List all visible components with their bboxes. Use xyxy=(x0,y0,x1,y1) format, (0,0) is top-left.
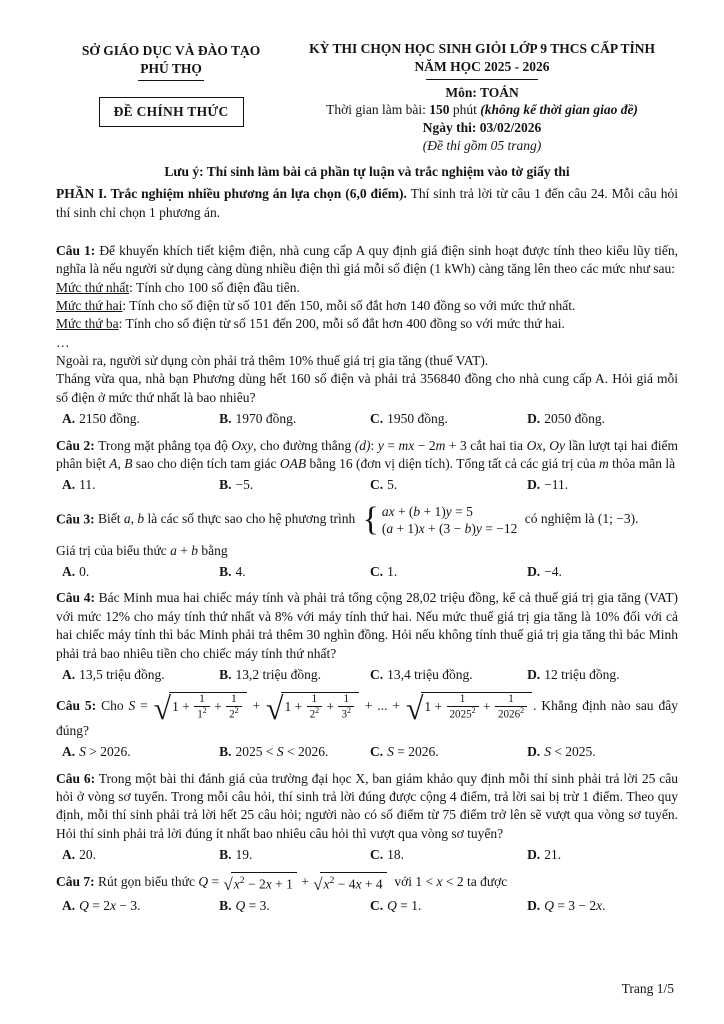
option-label: D. xyxy=(527,744,541,760)
question-4-option-b xyxy=(219,666,370,684)
option-label: C. xyxy=(369,477,384,493)
question-2-text: Trong mặt phẳng tọa độ Oxy, cho đường thẳng (d): y = mx − 2m + 3 cắt hai tia Ox, Oy lần lượt tại hai điểm phân biệt A, B sao cho diện tích tam giác OAB bằng 16 (đơn vị diện tích). Tổng tất cả các giá trị của m thỏa mãn là xyxy=(56,437,679,471)
question-1-text: Để khuyến khích tiết kiệm điện, nhà cung cấp A quy định giá điện sinh hoạt được tính theo kiểu lũy tiến, nghĩa là nếu người sử dụng càng dùng nhiều điện thì giá mỗi số điện (1 kWh) càng tăng lên theo các mức như sau: Mức thứ nhất: Tính cho 100 số điện đầu tiên. Mức thứ hai: Tính cho số điện từ số 101 đến 150, mỗi số đắt hơn 140 đồng so với mức thứ nhất. Mức thứ ba: Tính cho số điện từ số 151 đến 200, mỗi số đắt hơn 400 đồng so với mức thứ hai. … Ngoài ra, người sử dụng còn phải trả thêm 10% thuế giá trị gia tăng (thuế VAT). Tháng vừa qua, nhà bạn Phương dùng hết 160 số điện và phải trả 356840 đồng cho nhà cung cấp A. Hỏi giá mỗi số điện ở mức thứ nhất là bao nhiêu? xyxy=(56,242,679,405)
option-text: −4. xyxy=(544,564,562,580)
option-label: C. xyxy=(369,411,384,427)
question-6-option-a xyxy=(62,846,219,864)
option-label: D. xyxy=(527,477,541,493)
question-7-option-c xyxy=(370,897,527,915)
option-text: 5. xyxy=(387,477,398,493)
question-4-options xyxy=(62,666,678,684)
option-text: 21. xyxy=(544,846,562,862)
question-1-options xyxy=(62,410,678,428)
question-4-option-a xyxy=(62,666,219,684)
date-line: Ngày thi: 03/02/2026 xyxy=(422,120,542,136)
question-7-label: Câu 7: xyxy=(56,874,95,890)
question-6 xyxy=(56,770,678,865)
option-label: D. xyxy=(527,564,541,580)
time-line: Thời gian làm bài: 150 phút (không kể thời gian giao đề) xyxy=(326,102,638,118)
question-5-option-d xyxy=(527,743,678,761)
question-4-text: Bác Minh mua hai chiếc máy tính và phải trả tổng cộng 28,02 triệu đồng, kể cả thuế giá trị gia tăng (VAT) với mức 12% cho máy tính thứ nhất và 8% với máy tính thứ hai. Nếu mức thuế giá trị gia tăng là 10% đối với cả hai chiếc máy tính thì bác Minh phải trả thêm 30 nghìn đồng. Hỏi nếu không tính thuế giá trị gia tăng thì bác Minh phải trả bao nhiêu tiền cho chiếc máy tính thứ nhất? xyxy=(56,590,678,661)
option-text: 12 triệu đồng. xyxy=(544,666,620,682)
option-text: 1950 đồng. xyxy=(387,411,448,427)
option-label: B. xyxy=(219,898,232,914)
question-7 xyxy=(56,872,678,915)
option-text: 2150 đồng. xyxy=(79,411,140,427)
exam-notice: Lưu ý: Thí sinh làm bài cả phần tự luận và trắc nghiệm vào tờ giấy thi xyxy=(164,163,570,179)
question-5-text: Cho S = √ 1 + $\frac{1}{1^2}$ + $\frac{1}{2^2}$ + √ 1 + $\frac{1}{2^2}$ + $\frac{1}{3^2}$ + ... + √ 1 + $\frac{1}{2025^2}$ + $\frac{1}{2026^2}$ . Khẳng định nào sau đây đúng? xyxy=(56,690,678,738)
header xyxy=(56,40,678,155)
question-5-option-b xyxy=(219,743,370,761)
option-label: B. xyxy=(219,846,232,862)
title-underline xyxy=(426,79,538,80)
question-2-option-d xyxy=(527,476,678,494)
question-6-body xyxy=(56,770,678,843)
option-label: D. xyxy=(527,666,541,682)
question-3-body xyxy=(56,500,678,538)
question-7-option-b xyxy=(219,897,370,915)
option-text: Q = 1. xyxy=(387,898,422,914)
option-text: 13,2 triệu đồng. xyxy=(235,666,321,682)
question-1-option-a xyxy=(62,410,219,428)
question-3-option-b xyxy=(219,563,370,581)
question-4 xyxy=(56,589,678,684)
option-label: D. xyxy=(527,898,541,914)
option-label: D. xyxy=(527,846,541,862)
authority-line1: SỞ GIÁO DỤC VÀ ĐÀO TẠO xyxy=(81,43,261,58)
option-label: C. xyxy=(369,898,384,914)
question-2-body xyxy=(56,437,678,474)
option-text: 20. xyxy=(79,846,96,862)
question-5-label: Câu 5: xyxy=(56,698,97,714)
question-1-option-d xyxy=(527,410,678,428)
option-text: 2050 đồng. xyxy=(544,411,605,427)
option-text: 11. xyxy=(79,477,96,493)
option-label: A. xyxy=(62,666,76,682)
authority-line2-wrap xyxy=(56,60,286,80)
question-4-option-c xyxy=(370,666,527,684)
option-text: Q = 3 − 2x. xyxy=(544,898,606,914)
question-2-option-b xyxy=(219,476,370,494)
question-3 xyxy=(56,500,678,582)
option-label: C. xyxy=(369,666,384,682)
question-1-option-c xyxy=(370,410,527,428)
option-text: Q = 3. xyxy=(235,898,270,914)
page-number: Trang 1/5 xyxy=(621,980,674,996)
question-2-options xyxy=(62,476,678,494)
question-5-options xyxy=(62,743,678,761)
exam-info xyxy=(286,40,678,155)
question-3-options xyxy=(62,563,678,581)
question-3-text2: Giá trị của biểu thức a + b bằng xyxy=(56,542,228,558)
subject-line: Môn: TOÁN xyxy=(445,84,519,100)
question-5-option-c xyxy=(370,743,527,761)
option-label: B. xyxy=(219,744,232,760)
option-label: D. xyxy=(527,411,541,427)
option-text: −11. xyxy=(544,477,569,493)
option-label: A. xyxy=(62,744,76,760)
question-4-label: Câu 4: xyxy=(56,590,95,606)
question-7-body xyxy=(56,872,678,894)
option-label: A. xyxy=(62,898,76,914)
option-text: S > 2026. xyxy=(79,744,131,760)
question-6-option-d xyxy=(527,846,678,864)
question-2-label: Câu 2: xyxy=(56,437,95,453)
option-text: 2025 < S < 2026. xyxy=(235,744,329,760)
question-4-option-d xyxy=(527,666,678,684)
issuing-authority xyxy=(56,40,286,155)
question-6-text: Trong một bài thi đánh giá của trường đại học X, ban giám khảo quy định mỗi thí sinh phải trả lời 25 câu hỏi ở vòng sơ tuyển. Trong mỗi câu hỏi, thí sinh trả lời đúng được cộng 4 điểm, trả lời sai bị trừ 1 điểm. Theo quy định, mỗi thí sinh phải trả lời hết 25 câu hỏi; người nào có số điểm từ 75 điểm trở lên sẽ vượt qua vòng sơ tuyển. Hỏi thí sinh phải trả lời đúng ít nhất bao nhiêu câu hỏi thì vượt qua vòng sơ tuyển? xyxy=(56,770,678,841)
option-label: A. xyxy=(62,477,76,493)
question-3-option-a xyxy=(62,563,219,581)
question-3-text: Biết a, b là các số thực sao cho hệ phương trình { ax + (b + 1)y = 5 (a + 1)x + (3 − b)y = −12 có nghiệm là (1; −3). xyxy=(98,500,639,538)
question-6-option-b xyxy=(219,846,370,864)
option-text: S < 2025. xyxy=(544,744,596,760)
option-label: C. xyxy=(369,564,384,580)
question-7-text: Rút gọn biểu thức Q = √ $x^2 - 2x + 1$ + √ $x^2 - 4x + 4$ với 1 < x < 2 ta được xyxy=(98,874,507,889)
official-exam-box: ĐỀ CHÍNH THỨC xyxy=(99,97,244,127)
question-1-body xyxy=(56,242,678,407)
option-label: C. xyxy=(369,744,384,760)
question-7-options xyxy=(62,897,678,915)
question-3-option-c xyxy=(370,563,527,581)
question-3-label: Câu 3: xyxy=(56,511,95,527)
option-text: 1. xyxy=(387,564,398,580)
pages-note: (Đề thi gồm 05 trang) xyxy=(422,138,542,154)
part1-heading: PHẦN I. Trắc nghiệm nhiều phương án lựa chọn (6,0 điểm). Thí sinh trả lời từ câu 1 đến câu 24. Mỗi câu hỏi thí sinh chỉ chọn 1 phương án. xyxy=(56,186,678,220)
option-text: 18. xyxy=(387,846,404,862)
option-text: 13,5 triệu đồng. xyxy=(79,666,165,682)
question-2-option-a xyxy=(62,476,219,494)
option-text: −5. xyxy=(235,477,254,493)
question-1 xyxy=(56,242,678,429)
question-1-label: Câu 1: xyxy=(56,242,96,258)
option-label: B. xyxy=(219,411,232,427)
question-6-option-c xyxy=(370,846,527,864)
question-5-option-a xyxy=(62,743,219,761)
exam-title-line2: NĂM HỌC 2025 - 2026 xyxy=(414,58,550,74)
authority-line2: PHÚ THỌ xyxy=(138,60,204,80)
question-7-option-a xyxy=(62,897,219,915)
official-exam-box-wrap xyxy=(56,81,286,127)
question-5-body xyxy=(56,692,678,740)
option-text: S = 2026. xyxy=(387,744,439,760)
question-4-body xyxy=(56,589,678,662)
option-label: A. xyxy=(62,411,76,427)
question-7-option-d xyxy=(527,897,678,915)
option-label: B. xyxy=(219,477,232,493)
question-6-label: Câu 6: xyxy=(56,770,96,786)
question-3-option-d xyxy=(527,563,678,581)
question-5 xyxy=(56,692,678,761)
option-text: 4. xyxy=(235,564,246,580)
exam-title-line1: KỲ THI CHỌN HỌC SINH GIỎI LỚP 9 THCS CẤP TỈNH xyxy=(309,41,655,56)
option-label: B. xyxy=(219,666,232,682)
option-text: 1970 đồng. xyxy=(235,411,297,427)
option-text: Q = 2x − 3. xyxy=(79,898,141,914)
option-label: C. xyxy=(369,846,384,862)
option-label: A. xyxy=(62,846,76,862)
option-text: 0. xyxy=(79,564,90,580)
question-1-option-b xyxy=(219,410,370,428)
question-2-option-c xyxy=(370,476,527,494)
question-6-options xyxy=(62,846,678,864)
option-label: A. xyxy=(62,564,76,580)
option-text: 13,4 triệu đồng. xyxy=(387,666,473,682)
option-label: B. xyxy=(219,564,232,580)
option-text: 19. xyxy=(235,846,253,862)
question-2 xyxy=(56,437,678,495)
